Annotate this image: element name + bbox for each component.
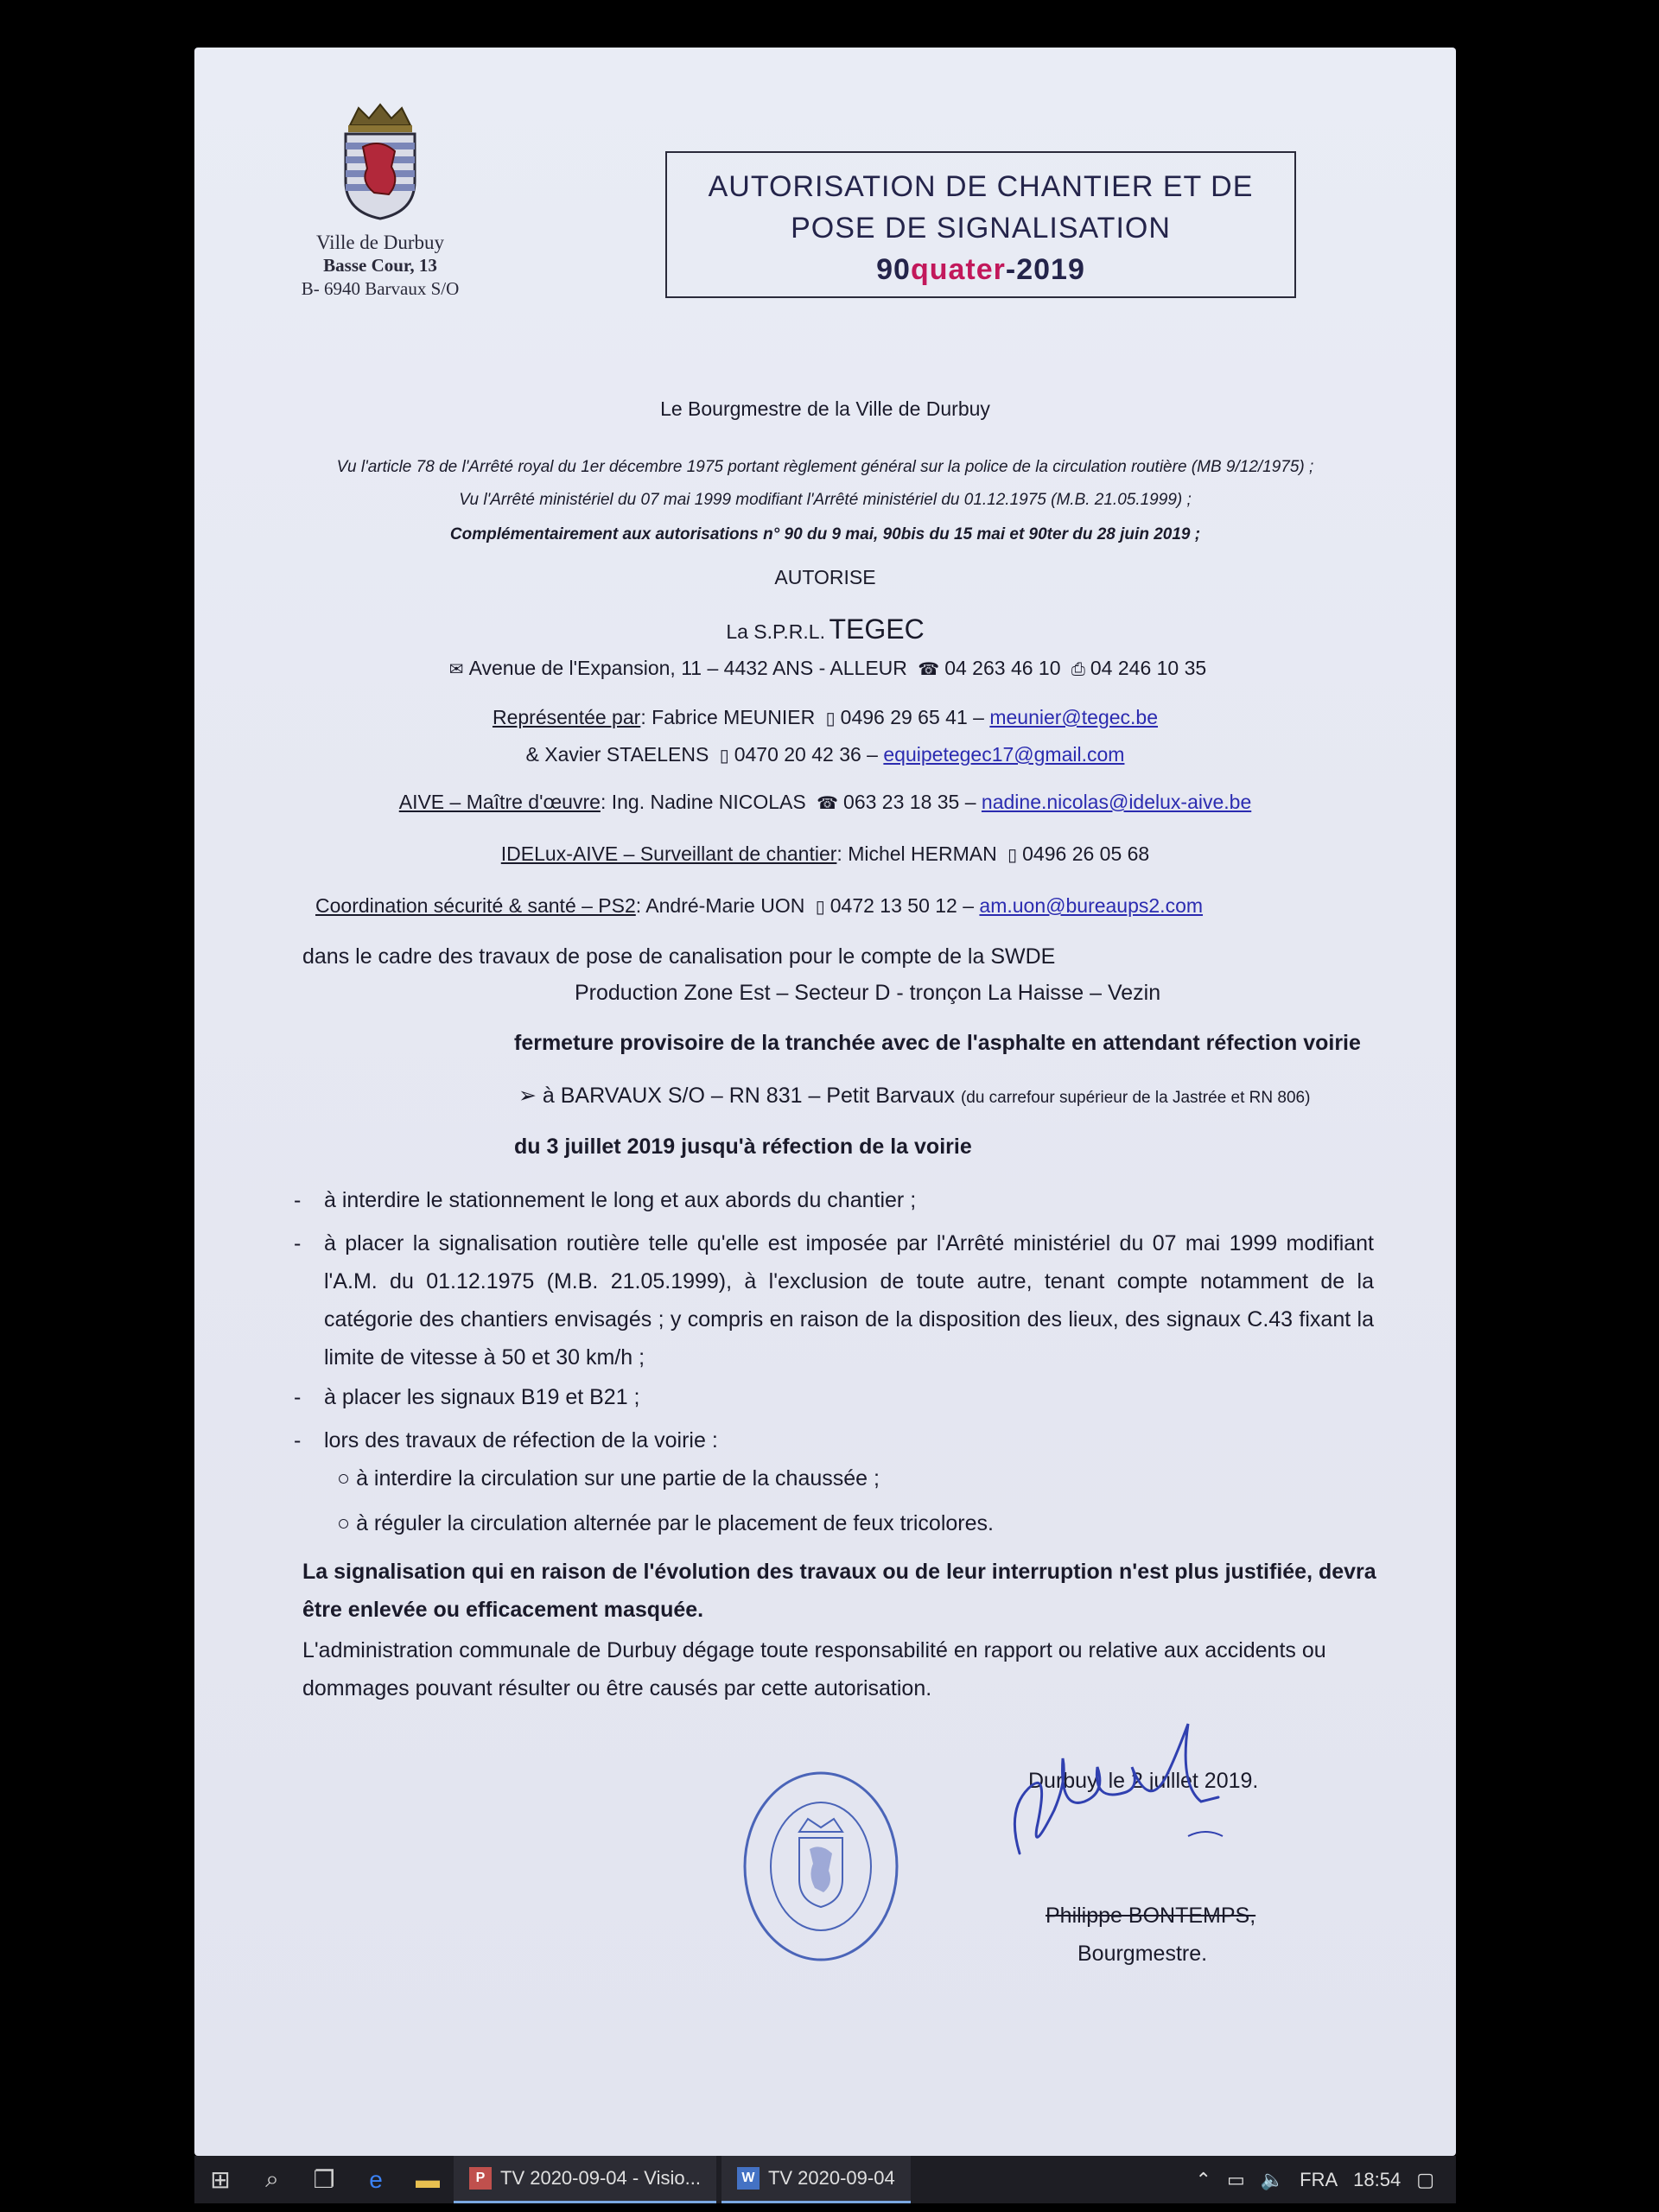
- circle-bullet-icon: ○: [337, 1511, 351, 1535]
- idelux-contact: IDELux-AIVE – Surveillant de chantier: Michel HERMAN ▯ 0496 26 05 68: [500, 842, 1150, 865]
- sub-measure-2: ○ à réguler la circulation alternée par le placement de feux tricolores.: [337, 1511, 994, 1535]
- document-page: Ville de Durbuy Basse Cour, 13 B- 6940 Barvaux S/O AUTORISATION DE CHANTIER ET DE POSE DE SIGNALISATION 90quater-2019 Le Bourgmestre de la Ville de Durbuy Vu l'article 78 de l'Arrêté royal du 1er décembre 1975 portant règlement général sur la police de la circulation routière (MB 9/12/1975) ; Vu l'Arrêté ministériel du 07 mai 1999 modifiant l'Arrêté ministériel du 01.12.1975 (M.B. 21.05.1999) ; Complémentairement aux autorisations n° 90 du 9 mai, 90bis du 15 mai et 90ter du 28 juin 2019 ; AUTORISE La S.P.R.L. TEGEC ✉ Avenue de l'Expansion, 11 – 4432 ANS - ALLEUR ☎ 04 263 46 10 ⎙ 04 246 10 35 Représentée par: Fabrice MEUNIER ▯ 0496 29 65 41 – meunier@tegec.be & Xavier STAELENS ▯ 0470 20 42 36 – equipetegec17@gmail.com AIVE – Maître d'œuvre: Ing. Nadine NICOLAS ☎ 063 23 18 35 – nadine.nicolas@idelux-aive.be IDELux-AIVE – Surveillant de chantier: Michel HERMAN ▯ 0496 26 05 68 Coordination sécurité & santé – PS2: André-Marie UON ▯ 0472 13 50 12 – am.uon@bureaups2.com dans le cadre des travaux de pose de canalisation pour le compte de la SWDE Production Zone Est – Secteur D - tronçon La Haisse – Vezin fermeture provisoire de la tranchée avec de l'asphalte en attendant réfection voirie ➢ à BARVAUX S/O – RN 831 – Petit Barvaux (du carrefour supérieur de la Jastrée et RN 806) du 3 juillet 2019 jusqu'à réfection de la voirie - à interdire le stationnement le long et aux abords du chantier ; - à placer la signalisation routière telle qu'elle est imposée par l'Arrêté ministériel du 07 mai 1999 modifiant l'A.M. du 01.12.1975 (M.B. 21.05.1999), à l'exclusion de toute autre, tenant compte notamment de la catégorie des chantiers envisagés ; y compris en raison de la disposition des lieux, des signaux C.43 fixant la limite de vitesse à 50 et 30 km/h ; - à placer les signaux B19 et B21 ; - lors des travaux de réfection de la voirie : ○ à interdire la circulation sur une partie de la chaussée ; ○ à réguler la circulation alternée par le placement de feux tricolores. La signalisation qui en raison de l'évolution des travaux ou de leur interruption n'est plus justifiée, devra être enlevée ou efficacement masquée. L'administration communale de Durbuy dégage toute responsabilité en rapport ou relative aux accidents ou dommages pouvant résulter ou être causés par cette autorisation. Durbuy, le 2 juillet 2019. Philippe BONTEMPS, Bourgmestre.: [194, 48, 1456, 2130]
- phone-icon: ☎: [817, 794, 839, 813]
- sub-measure-1: ○ à interdire la circulation sur une partie de la chaussée ;: [337, 1466, 880, 1491]
- letterhead-city: Ville de Durbuy: [315, 232, 445, 253]
- mobile-icon: ▯: [1007, 846, 1018, 865]
- monitor-screen: [194, 48, 1456, 2156]
- company-address-line: ✉ Avenue de l'Expansion, 11 – 4432 ANS - ALLEUR ☎ 04 263 46 10 ⎙ 04 246 10 35: [448, 657, 1207, 679]
- legal-basis-1: Vu l'article 78 de l'Arrêté royal du 1er décembre 1975 portant règlement général sur la police de la circulation routière (MB 9/12/1975) ;: [336, 458, 1314, 476]
- taskbar: [194, 2156, 1456, 2203]
- email-link[interactable]: meunier@tegec.be: [989, 706, 1159, 728]
- document-title-box: [665, 151, 1296, 298]
- signer-name: Philippe BONTEMPS,: [1046, 1904, 1256, 1928]
- municipal-seal-icon: [739, 1767, 903, 1966]
- notifications-icon[interactable]: ▢: [1416, 2168, 1434, 2190]
- authority-line: Le Bourgmestre de la Ville de Durbuy: [660, 397, 990, 420]
- letterhead-street: Basse Cour, 13: [323, 255, 437, 276]
- period-line: du 3 juillet 2019 jusqu'à réfection de la voirie: [514, 1135, 972, 1159]
- edge-browser-icon[interactable]: e: [369, 2165, 383, 2193]
- language-indicator[interactable]: FRA: [1300, 2168, 1338, 2190]
- mobile-icon: ▯: [825, 709, 836, 728]
- autorise-heading: AUTORISE: [774, 566, 876, 588]
- company-name: TEGEC: [829, 613, 925, 645]
- taskbar-item-powerpoint[interactable]: P TV 2020-09-04 - Visio...: [454, 2156, 716, 2203]
- context-line-2: Production Zone Est – Secteur D - tronçon La Haisse – Vezin: [575, 981, 1161, 1005]
- context-line-1: dans le cadre des travaux de pose de canalisation pour le compte de la SWDE: [302, 944, 1056, 969]
- legal-basis-2: Vu l'Arrêté ministériel du 07 mai 1999 modifiant l'Arrêté ministériel du 01.12.1975 (M.B. 21.05.1999) ;: [459, 491, 1192, 509]
- letterhead: [289, 99, 471, 301]
- email-link[interactable]: am.uon@bureaups2.com: [979, 894, 1204, 917]
- company-line: La S.P.R.L. TEGEC: [726, 613, 925, 645]
- circle-bullet-icon: ○: [337, 1466, 351, 1491]
- letterhead-postal: B- 6940 Barvaux S/O: [301, 278, 460, 299]
- fax-icon: ⎙: [1071, 660, 1085, 679]
- taskbar-item-document[interactable]: W TV 2020-09-04: [721, 2156, 911, 2203]
- arrow-icon: ➢: [518, 1084, 537, 1108]
- signature-icon: [1002, 1707, 1236, 1871]
- representative-2: & Xavier STAELENS ▯ 0470 20 42 36 – equipetegec17@gmail.com: [525, 743, 1125, 766]
- location-line: ➢ à BARVAUX S/O – RN 831 – Petit Barvaux (du carrefour supérieur de la Jastrée et RN 806): [518, 1084, 1311, 1108]
- clock[interactable]: 18:54: [1353, 2168, 1402, 2190]
- signer-role: Bourgmestre.: [1077, 1942, 1208, 1966]
- title-line-2: POSE DE SIGNALISATION: [791, 212, 1171, 245]
- closing-paragraph-1: La signalisation qui en raison de l'évolution des travaux ou de leur interruption n'est plus justifiée, devra être enlevée ou efficacement masquée.: [302, 1560, 1376, 1622]
- network-icon[interactable]: ▭: [1226, 2168, 1245, 2190]
- email-link[interactable]: equipetegec17@gmail.com: [883, 743, 1125, 766]
- coat-of-arms-icon: [333, 99, 428, 220]
- work-description: fermeture provisoire de la tranchée avec de l'asphalte en attendant réfection voirie: [514, 1031, 1361, 1055]
- closing-paragraph-2: L'administration communale de Durbuy dégage toute responsabilité en rapport ou relative aux accidents ou dommages pouvant résulter ou être causés par cette autorisation.: [302, 1638, 1326, 1700]
- title-line-1: AUTORISATION DE CHANTIER ET DE: [708, 170, 1254, 203]
- task-view-icon[interactable]: ❐: [313, 2166, 335, 2193]
- mail-icon: ✉: [448, 660, 464, 679]
- complement-line: Complémentairement aux autorisations n° 90 du 9 mai, 90bis du 15 mai et 90ter du 28 juin 2019 ;: [449, 525, 1201, 543]
- search-icon[interactable]: ⌕: [265, 2165, 279, 2192]
- authorization-number: 90quater-2019: [876, 253, 1085, 286]
- aive-contact: AIVE – Maître d'œuvre: Ing. Nadine NICOLAS ☎ 063 23 18 35 – nadine.nicolas@idelux-aive.be: [398, 791, 1252, 813]
- mobile-icon: ▯: [719, 747, 729, 766]
- email-link[interactable]: nadine.nicolas@idelux-aive.be: [981, 791, 1252, 813]
- mobile-icon: ▯: [815, 898, 825, 917]
- system-tray: [1196, 2169, 1457, 2191]
- place-date: Durbuy, le 2 juillet 2019.: [1028, 1769, 1259, 1793]
- volume-icon[interactable]: 🔈: [1260, 2168, 1285, 2190]
- chevron-up-icon[interactable]: ⌃: [1195, 2168, 1211, 2190]
- coordination-contact: Coordination sécurité & santé – PS2: André-Marie UON ▯ 0472 13 50 12 – am.uon@bureaups2.com: [315, 894, 1204, 917]
- document-icon: W: [737, 2167, 760, 2190]
- file-explorer-icon[interactable]: ▬: [416, 2165, 440, 2193]
- representative-1: Représentée par: Fabrice MEUNIER ▯ 0496 29 65 41 – meunier@tegec.be: [492, 706, 1159, 728]
- powerpoint-icon: P: [469, 2167, 492, 2190]
- phone-icon: ☎: [918, 660, 940, 679]
- windows-start-icon[interactable]: ⊞: [210, 2166, 231, 2193]
